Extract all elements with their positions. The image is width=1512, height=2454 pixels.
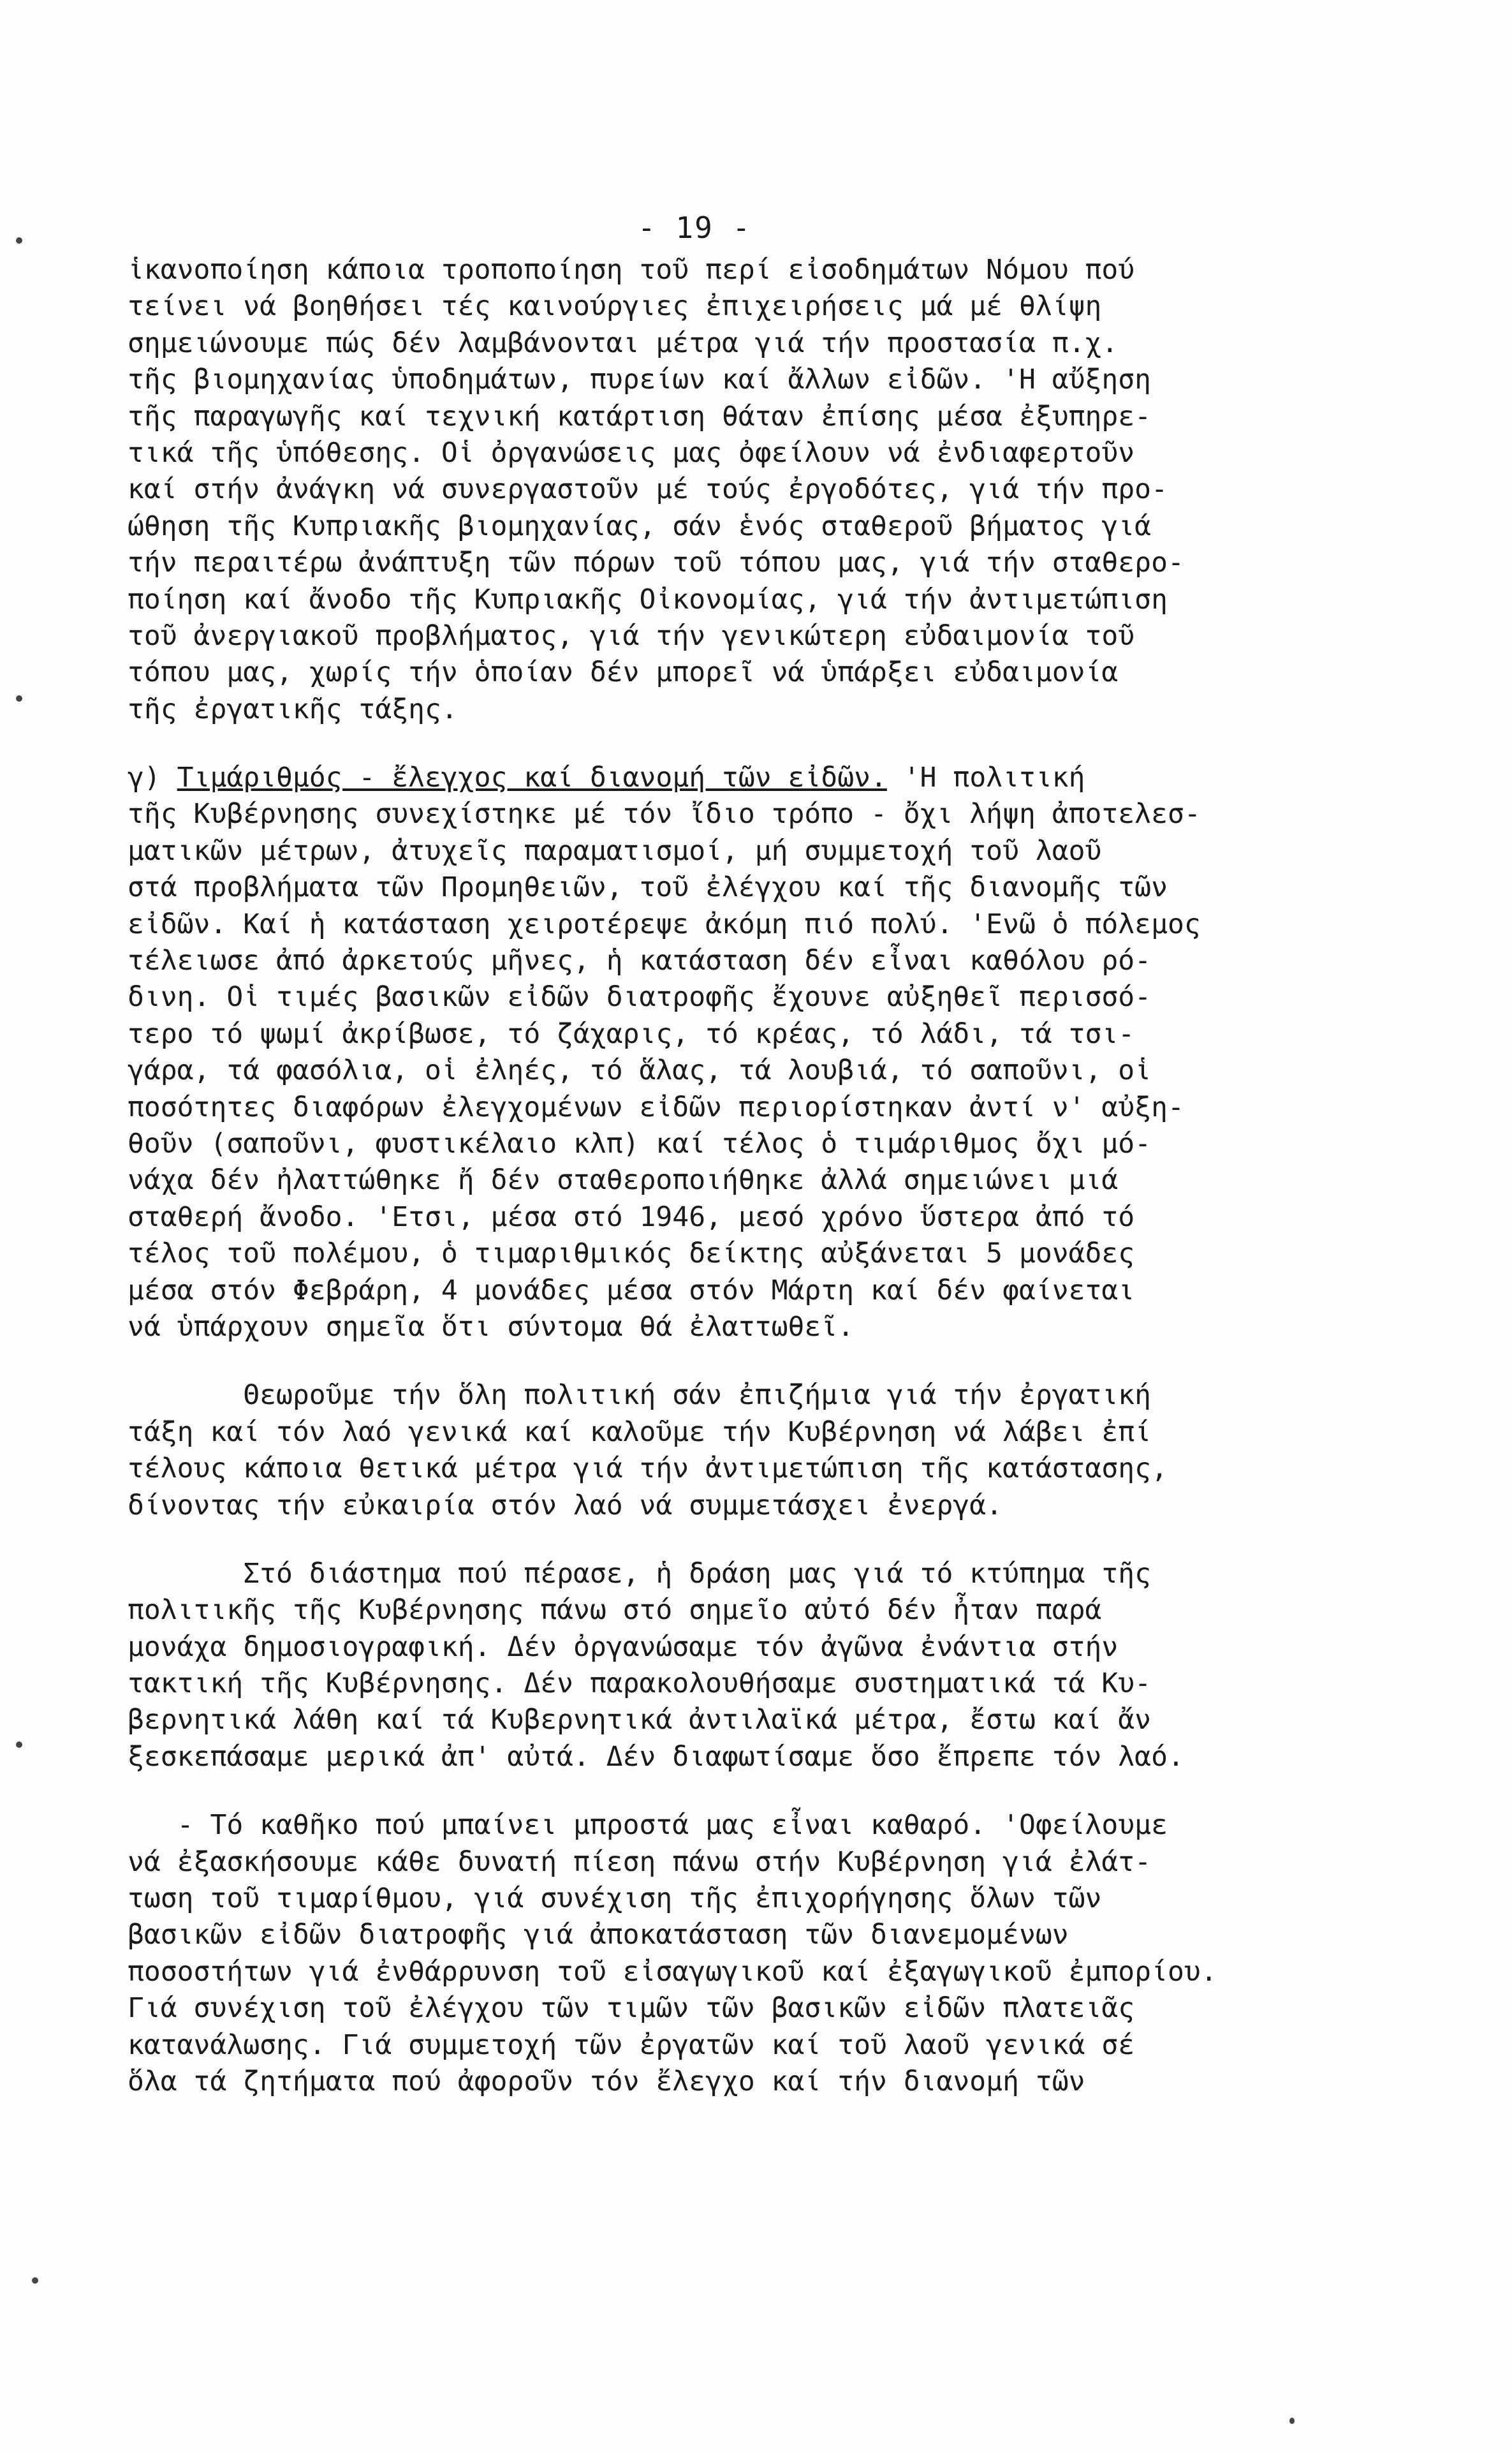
scan-speck <box>1289 2418 1295 2424</box>
text-line: βασικῶν εἰδῶν διατροφῆς γιά ἀποκατάσταση τῶν διανεμομένων <box>128 1919 1069 1951</box>
text-line: ποσότητες διαφόρων ἐλεγχομένων εἰδῶν περιορίστηκαν ἀντί ν' αὐξη- <box>128 1091 1184 1123</box>
text-line: τόπου μας, χωρίς τήν ὁποίαν δέν μπορεῖ νά ὑπάρξει εὐδαιμονία <box>128 656 1119 689</box>
text-line: νάχα δέν ἠλαττώθηκε ἤ δέν σταθεροποιήθηκε ἀλλά σημειώνει μιά <box>128 1164 1119 1197</box>
text-line: τωση τοῦ τιμαρίθμου, γιά συνέχιση τῆς ἐπιχορήγησης ὅλων τῶν <box>128 1882 1102 1915</box>
text-line: ὅλα τά ζητήματα πού ἀφοροῦν τόν ἔλεγχο καί τήν διανομή τῶν <box>128 2065 1085 2097</box>
text-line: τήν περαιτέρω ἀνάπτυξη τῶν πόρων τοῦ τόπου μας, γιά τήν σταθερο- <box>128 547 1184 579</box>
text-line: Θεωροῦμε τήν ὅλη πολιτική σάν ἐπιζήμια γιά τήν ἐργατική <box>128 1379 1152 1412</box>
text-line: κατανάλωσης. Γιά συμμετοχή τῶν ἐργατῶν καί τοῦ λαοῦ γενικά σέ <box>128 2029 1135 2061</box>
section-heading: Τιμάριθμός - ἔλεγχος καί διανομή τῶν εἰδῶν. <box>177 762 887 794</box>
text-line: μονάχα δημοσιογραφική. Δέν ὀργανώσαμε τόν ἀγῶνα ἐνάντια στήν <box>128 1630 1119 1663</box>
section-heading-line <box>128 760 1397 796</box>
text-line: τακτική τῆς Κυβέρνησης. Δέν παρακολουθήσαμε συστηματικά τά Κυ- <box>128 1667 1152 1700</box>
text-line: μέσα στόν Φεβράρη, 4 μονάδες μέσα στόν Μάρτη καί δέν φαίνεται <box>128 1274 1135 1306</box>
text-line: ματικῶν μέτρων, ἀτυχεῖς παραματισμοί, μή συμμετοχή τοῦ λαοῦ <box>128 834 1102 867</box>
scan-speck <box>16 1741 22 1748</box>
text-line: καί στήν ἀνάγκη νά συνεργαστοῦν μέ τούς ἐργοδότες, γιά τήν προ- <box>128 473 1168 506</box>
text-line: νά ὑπάρχουν σημεῖα ὅτι σύντομα θά ἐλαττωθεῖ. <box>128 1310 855 1343</box>
text-line: νά ἐξασκήσουμε κάθε δυνατή πίεση πάνω στήν Κυβέρνηση γιά ἐλάτ- <box>128 1845 1152 1878</box>
text-line: τοῦ ἀνεργιακοῦ προβλήματος, γιά τήν γενικώτερη εὐδαιμονία τοῦ <box>128 619 1135 652</box>
text-line: τέλειωσε ἀπό ἀρκετούς μῆνες, ἡ κατάσταση δέν εἶναι καθόλου ρό- <box>128 945 1152 977</box>
paragraph-policy-assessment <box>128 1377 1397 1524</box>
text-line: τῆς παραγωγῆς καί τεχνική κατάρτιση θάταν ἐπίσης μέσα ἐξυπηρε- <box>128 400 1152 432</box>
text-line: τῆς Κυβέρνησης συνεχίστηκε μέ τόν ἴδιο τρόπο - ὄχι λήψη ἀποτελεσ- <box>128 798 1201 831</box>
scan-speck <box>16 237 22 244</box>
text-line: πολιτικῆς τῆς Κυβέρνησης πάνω στό σημεῖο αὐτό δέν ἦταν παρά <box>128 1594 1102 1627</box>
heading-line-rest: 'Η πολιτική <box>886 762 1085 794</box>
text-line: τικά τῆς ὑπόθεσης. Οἱ ὀργανώσεις μας ὀφείλουν νά ἐνδιαφερτοῦν <box>128 436 1135 469</box>
scan-speck <box>16 695 22 702</box>
text-line: ώθηση τῆς Κυπριακῆς βιομηχανίας, σάν ἑνός σταθεροῦ βήματος γιά <box>128 510 1152 542</box>
text-line: εἰδῶν. Καί ἡ κατάσταση χειροτέρεψε ἀκόμη πιό πολύ. 'Ενῶ ὁ πόλεμος <box>128 908 1201 940</box>
text-line: σημειώνουμε πώς δέν λαμβάνονται μέτρα γιά τήν προστασία π.χ. <box>128 327 1119 359</box>
text-line: τέλους κάποια θετικά μέτρα γιά τήν ἀντιμετώπιση τῆς κατάστασης, <box>128 1452 1168 1485</box>
text-line: τῆς βιομηχανίας ὑποδημάτων, πυρείων καί ἄλλων εἰδῶν. 'Η αὔξηση <box>128 364 1152 396</box>
text-line: στά προβλήματα τῶν Προμηθειῶν, τοῦ ἐλέγχου καί τῆς διανομῆς τῶν <box>128 871 1168 904</box>
text-line: δίνοντας τήν εὐκαιρία στόν λαό νά συμμετάσχει ἐνεργά. <box>128 1489 1003 1521</box>
text-line: Γιά συνέχιση τοῦ ἐλέγχου τῶν τιμῶν τῶν βασικῶν εἰδῶν πλατειᾶς <box>128 1992 1135 2025</box>
paragraph-past-action <box>128 1556 1397 1775</box>
text-line: θοῦν (σαποῦνι, φυστικέλαιο κλπ) καί τέλος ὁ τιμάριθμος ὄχι μό- <box>128 1127 1152 1160</box>
text-line: Στό διάστημα πού πέρασε, ἡ δράση μας γιά τό κτύπημα τῆς <box>128 1557 1152 1590</box>
text-line: - Τό καθῆκο πού μπαίνει μπροστά μας εἶναι καθαρό. 'Οφείλουμε <box>128 1809 1168 1842</box>
section-marker: γ) <box>128 762 161 794</box>
text-line: τέλος τοῦ πολέμου, ὁ τιμαριθμικός δείκτης αὐξάνεται 5 μονάδες <box>128 1238 1135 1270</box>
scan-speck <box>32 2277 38 2284</box>
paragraph-tasks-ahead <box>128 1807 1397 2100</box>
text-line: τείνει νά βοηθήσει τές καινούργιες ἐπιχειρήσεις μά μέ θλίψη <box>128 290 1102 323</box>
text-line: δινη. Οἱ τιμές βασικῶν εἰδῶν διατροφῆς ἔχουνε αὐξηθεῖ περισσό- <box>128 981 1152 1014</box>
body-text <box>128 252 1397 2100</box>
text-line: ξεσκεπάσαμε μερικά ἀπ' αὐτά. Δέν διαφωτίσαμε ὅσο ἔπρεπε τόν λαό. <box>128 1740 1184 1773</box>
text-line: σταθερή ἄνοδο. 'Ετσι, μέσα στό 1946, μεσό χρόνο ὕστερα ἀπό τό <box>128 1201 1135 1233</box>
page-number: - 19 - <box>638 211 752 245</box>
paragraph-industry <box>128 252 1397 728</box>
text-line: τερο τό ψωμί ἀκρίβωσε, τό ζάχαρις, τό κρέας, τό λάδι, τά τσι- <box>128 1017 1135 1050</box>
text-line: τάξη καί τόν λαό γενικά καί καλοῦμε τήν Κυβέρνηση νά λάβει ἐπί <box>128 1415 1152 1448</box>
text-line: βερνητικά λάθη καί τά Κυβερνητικά ἀντιλαϊκά μέτρα, ἔστω καί ἄν <box>128 1704 1152 1736</box>
text-line: ποσοστήτων γιά ἐνθάρρυνση τοῦ εἰσαγωγικοῦ καί ἐξαγωγικοῦ ἐμπορίου. <box>128 1955 1217 1988</box>
paragraph-price-index <box>128 760 1397 1345</box>
text-line: ἱκανοποίηση κάποια τροποποίηση τοῦ περί εἰσοδημάτων Νόμου πού <box>128 254 1135 286</box>
text-line: γάρα, τά φασόλια, οἱ ἐληές, τό ἅλας, τά λουβιά, τό σαποῦνι, οἱ <box>128 1054 1152 1087</box>
text-line: τῆς ἐργατικῆς τάξης. <box>128 693 458 725</box>
text-line: ποίηση καί ἄνοδο τῆς Κυπριακῆς Οἰκονομίας, γιά τήν ἀντιμετώπιση <box>128 583 1168 616</box>
